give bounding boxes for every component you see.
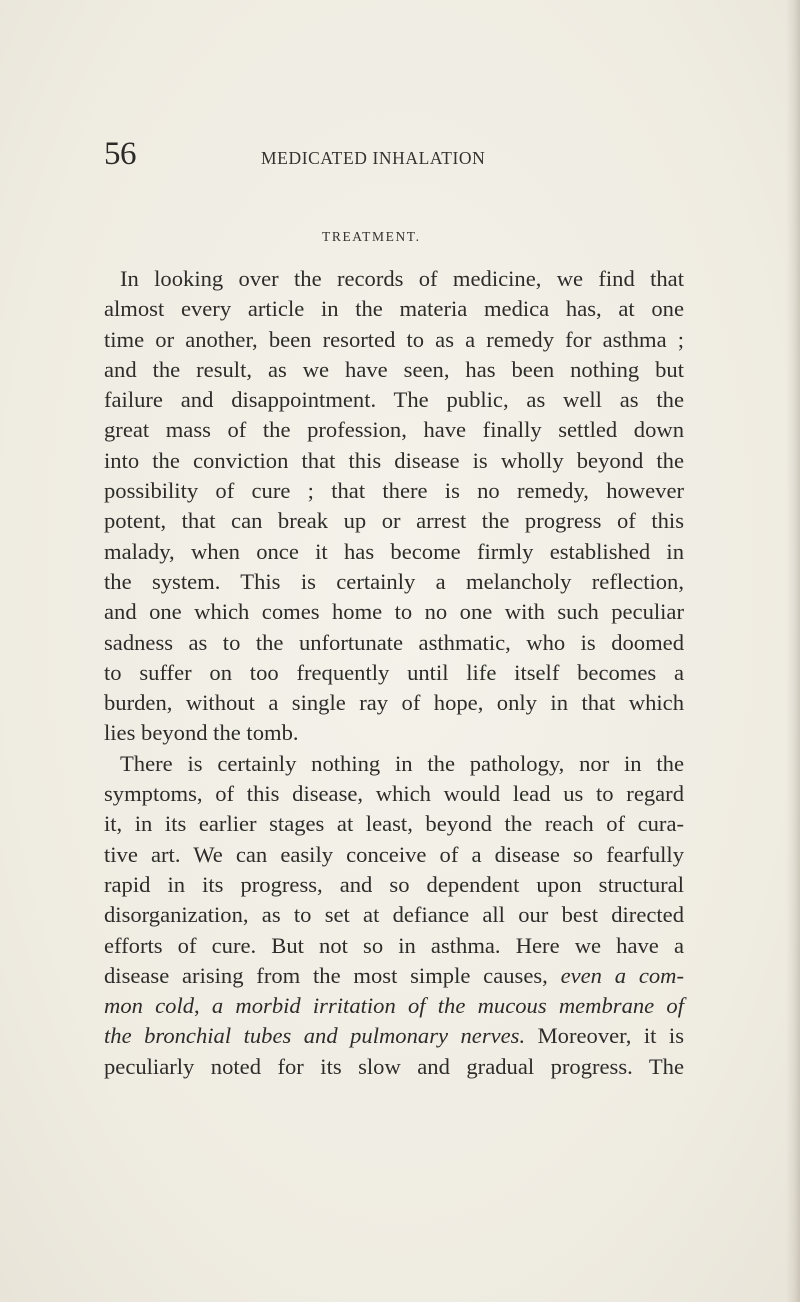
text-line: great mass of the profession, have finally settled down	[104, 417, 684, 443]
body-text	[104, 264, 684, 1082]
page-edge-shadow	[786, 0, 800, 1302]
text-line: symptoms, of this disease, which would lead us to regard	[104, 781, 684, 807]
running-head: MEDICATED INHALATION	[261, 148, 486, 168]
page-number: 56	[104, 136, 136, 172]
text-line: and the result, as we have seen, has been nothing but	[104, 356, 684, 382]
text-line: the system. This is certainly a melancholy reflection,	[104, 568, 684, 594]
text-line	[104, 1021, 684, 1051]
text-line: rapid in its progress, and so dependent upon structural	[104, 871, 684, 897]
italic-text-run: mon cold	[104, 993, 195, 1019]
italic-text-run: the bronchial tubes and pulmonary nerves.	[104, 1023, 526, 1049]
text-line: into the conviction that this disease is wholly beyond the	[104, 447, 684, 473]
section-heading: TREATMENT.	[322, 229, 421, 244]
text-line: possibility of cure ; that there is no remedy, however	[104, 478, 684, 504]
text-line: malady, when once it has become firmly established in	[104, 538, 684, 564]
text-run: Moreover, it is	[525, 1023, 684, 1049]
text-line: almost every article in the materia medica has, at one	[104, 296, 684, 322]
text-line: disorganization, as to set at defiance all our best directed	[104, 902, 684, 928]
text-line: potent, that can break up or arrest the progress of this	[104, 508, 684, 534]
text-line: peculiarly noted for its slow and gradual progress. The	[104, 1053, 684, 1079]
text-run: disease arising from the most simple causes,	[104, 962, 561, 988]
text-line: and one which comes home to no one with such peculiar	[104, 599, 684, 625]
text-line: lies beyond the tomb.	[104, 720, 299, 746]
italic-text-run: even a com-	[560, 962, 684, 988]
text-line	[104, 961, 684, 991]
text-line	[104, 991, 684, 1021]
text-line: tive art. We can easily conceive of a disease so fearfully	[104, 841, 684, 867]
text-line: time or another, been resorted to as a remedy for asthma ;	[104, 326, 684, 352]
text-line: it, in its earlier stages at least, beyond the reach of cura-	[104, 811, 684, 837]
text-line: In looking over the records of medicine, we find that	[120, 266, 684, 291]
text-line: There is certainly nothing in the pathology, nor in the	[120, 750, 684, 776]
text-line: burden, without a single ray of hope, only in that which	[104, 690, 684, 716]
text-line: failure and disappointment. The public, as well as the	[104, 387, 684, 413]
text-line: to suffer on too frequently until life itself becomes a	[104, 659, 684, 685]
text-line: efforts of cure. But not so in asthma. Here we have a	[104, 932, 684, 958]
text-run: ,	[194, 993, 212, 1019]
text-line: sadness as to the unfortunate asthmatic, who is doomed	[104, 629, 684, 655]
italic-text-run: a morbid irritation of the mucous membrane of	[211, 993, 684, 1019]
